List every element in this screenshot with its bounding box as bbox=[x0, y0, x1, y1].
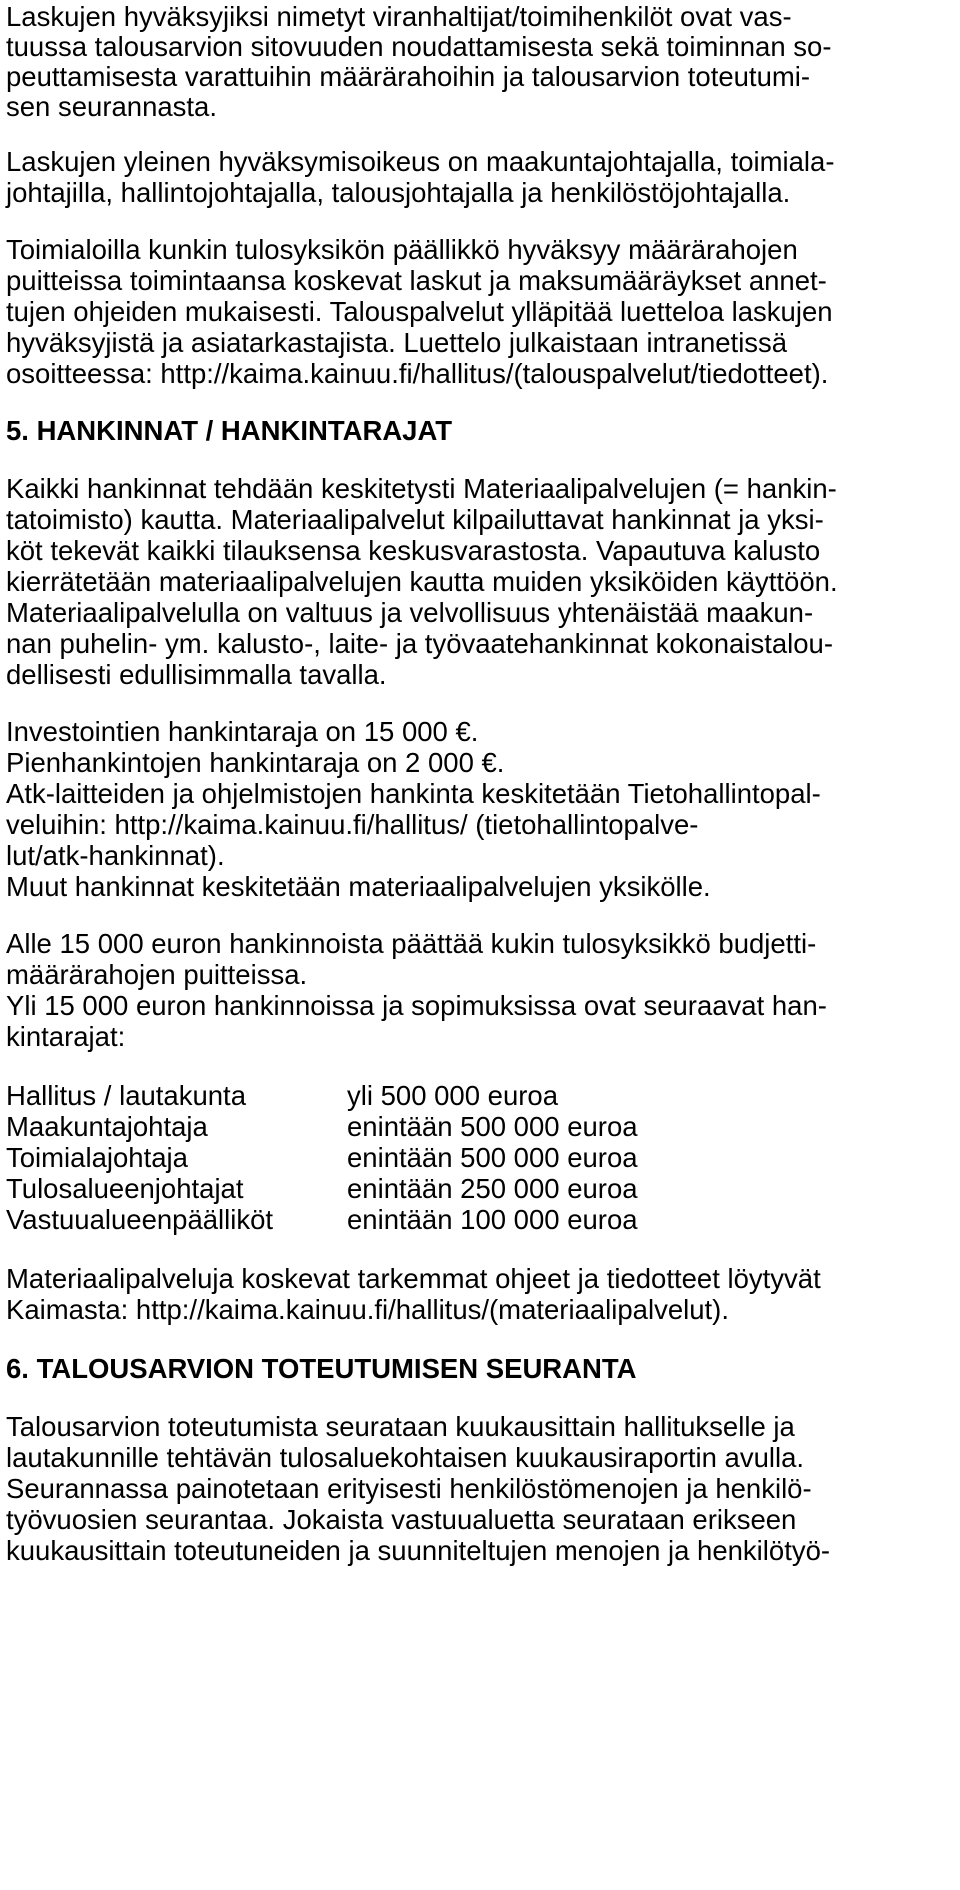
text-line: Kaikki hankinnat tehdään keskitetysti Materiaalipalvelujen (= hankin- bbox=[6, 473, 837, 504]
text-line: johtajilla, hallintojohtajalla, talousjohtajalla ja henkilöstöjohtajalla. bbox=[6, 177, 791, 208]
text-line: työvuosien seurantaa. Jokaista vastuualuetta seurataan erikseen bbox=[6, 1504, 797, 1535]
text-line: tatoimisto) kautta. Materiaalipalvelut kilpailuttavat hankinnat ja yksi- bbox=[6, 504, 824, 535]
text-line: veluihin: http://kaima.kainuu.fi/hallitus/ (tietohallintopalve- bbox=[6, 809, 699, 840]
text-line: lut/atk-hankinnat). bbox=[6, 840, 225, 871]
role-cell: Toimialajohtaja bbox=[6, 1142, 188, 1173]
text-line: nan puhelin- ym. kalusto-, laite- ja työvaatehankinnat kokonaistalou- bbox=[6, 628, 834, 659]
text-line: Seurannassa painotetaan erityisesti henkilöstömenojen ja henkilö- bbox=[6, 1473, 812, 1504]
text-line: Muut hankinnat keskitetään materiaalipalvelujen yksikölle. bbox=[6, 871, 711, 902]
text-line: kuukausittain toteutuneiden ja suunniteltujen menojen ja henkilötyö- bbox=[6, 1535, 831, 1566]
text-line: Talousarvion toteutumista seurataan kuukausittain hallitukselle ja bbox=[6, 1411, 795, 1442]
text-line: Pienhankintojen hankintaraja on 2 000 €. bbox=[6, 747, 505, 778]
text-line: Toimialoilla kunkin tulosyksikön päällikkö hyväksyy määrärahojen bbox=[6, 234, 798, 265]
text-line: tujen ohjeiden mukaisesti. Talouspalvelut ylläpitää luetteloa laskujen bbox=[6, 296, 833, 327]
text-line: dellisesti edullisimmalla tavalla. bbox=[6, 659, 387, 690]
text-line: Laskujen hyväksyjiksi nimetyt viranhaltijat/toimihenkilöt ovat vas- bbox=[6, 1, 792, 32]
limit-cell: enintään 250 000 euroa bbox=[347, 1173, 638, 1204]
text-line: sen seurannasta. bbox=[6, 91, 217, 122]
text-line: kierrätetään materiaalipalvelujen kautta muiden yksiköiden käyttöön. bbox=[6, 566, 838, 597]
limit-cell: enintään 500 000 euroa bbox=[347, 1142, 638, 1173]
text-line: Materiaalipalveluja koskevat tarkemmat ohjeet ja tiedotteet löytyvät bbox=[6, 1263, 821, 1294]
text-line: Laskujen yleinen hyväksymisoikeus on maakuntajohtajalla, toimiala- bbox=[6, 146, 835, 177]
section-heading: 6. TALOUSARVION TOTEUTUMISEN SEURANTA bbox=[6, 1353, 637, 1384]
limit-cell: yli 500 000 euroa bbox=[347, 1080, 558, 1111]
section-heading: 5. HANKINNAT / HANKINTARAJAT bbox=[6, 415, 453, 446]
role-cell: Maakuntajohtaja bbox=[6, 1111, 208, 1142]
text-line: Materiaalipalvelulla on valtuus ja velvollisuus yhtenäistää maakun- bbox=[6, 597, 814, 628]
text-line: köt tekevät kaikki tilauksensa keskusvarastosta. Vapautuva kalusto bbox=[6, 535, 821, 566]
role-cell: Tulosalueenjohtajat bbox=[6, 1173, 244, 1204]
text-line: Alle 15 000 euron hankinnoista päättää kukin tulosyksikkö budjetti- bbox=[6, 928, 817, 959]
text-line: tuussa talousarvion sitovuuden noudattamisesta sekä toiminnan so- bbox=[6, 31, 832, 62]
role-cell: Hallitus / lautakunta bbox=[6, 1080, 246, 1111]
text-line: lautakunnille tehtävän tulosaluekohtaisen kuukausiraportin avulla. bbox=[6, 1442, 805, 1473]
text-line: Yli 15 000 euron hankinnoissa ja sopimuksissa ovat seuraavat han- bbox=[6, 990, 827, 1021]
text-line: kintarajat: bbox=[6, 1021, 126, 1052]
text-line: puitteissa toimintaansa koskevat laskut ja maksumääräykset annet- bbox=[6, 265, 827, 296]
limit-cell: enintään 500 000 euroa bbox=[347, 1111, 638, 1142]
limit-cell: enintään 100 000 euroa bbox=[347, 1204, 638, 1235]
text-line: Atk-laitteiden ja ohjelmistojen hankinta keskitetään Tietohallintopal- bbox=[6, 778, 821, 809]
text-line: Kaimasta: http://kaima.kainuu.fi/hallitus/(materiaalipalvelut). bbox=[6, 1294, 729, 1325]
role-cell: Vastuualueenpäälliköt bbox=[6, 1204, 274, 1235]
text-line: määrärahojen puitteissa. bbox=[6, 959, 308, 990]
text-line: osoitteessa: http://kaima.kainuu.fi/hallitus/(talouspalvelut/tiedotteet). bbox=[6, 358, 829, 389]
text-line: Investointien hankintaraja on 15 000 €. bbox=[6, 716, 479, 747]
text-line: hyväksyjistä ja asiatarkastajista. Luettelo julkaistaan intranetissä bbox=[6, 327, 788, 358]
text-line: peuttamisesta varattuihin määrärahoihin ja talousarvion toteutumi- bbox=[6, 61, 811, 92]
